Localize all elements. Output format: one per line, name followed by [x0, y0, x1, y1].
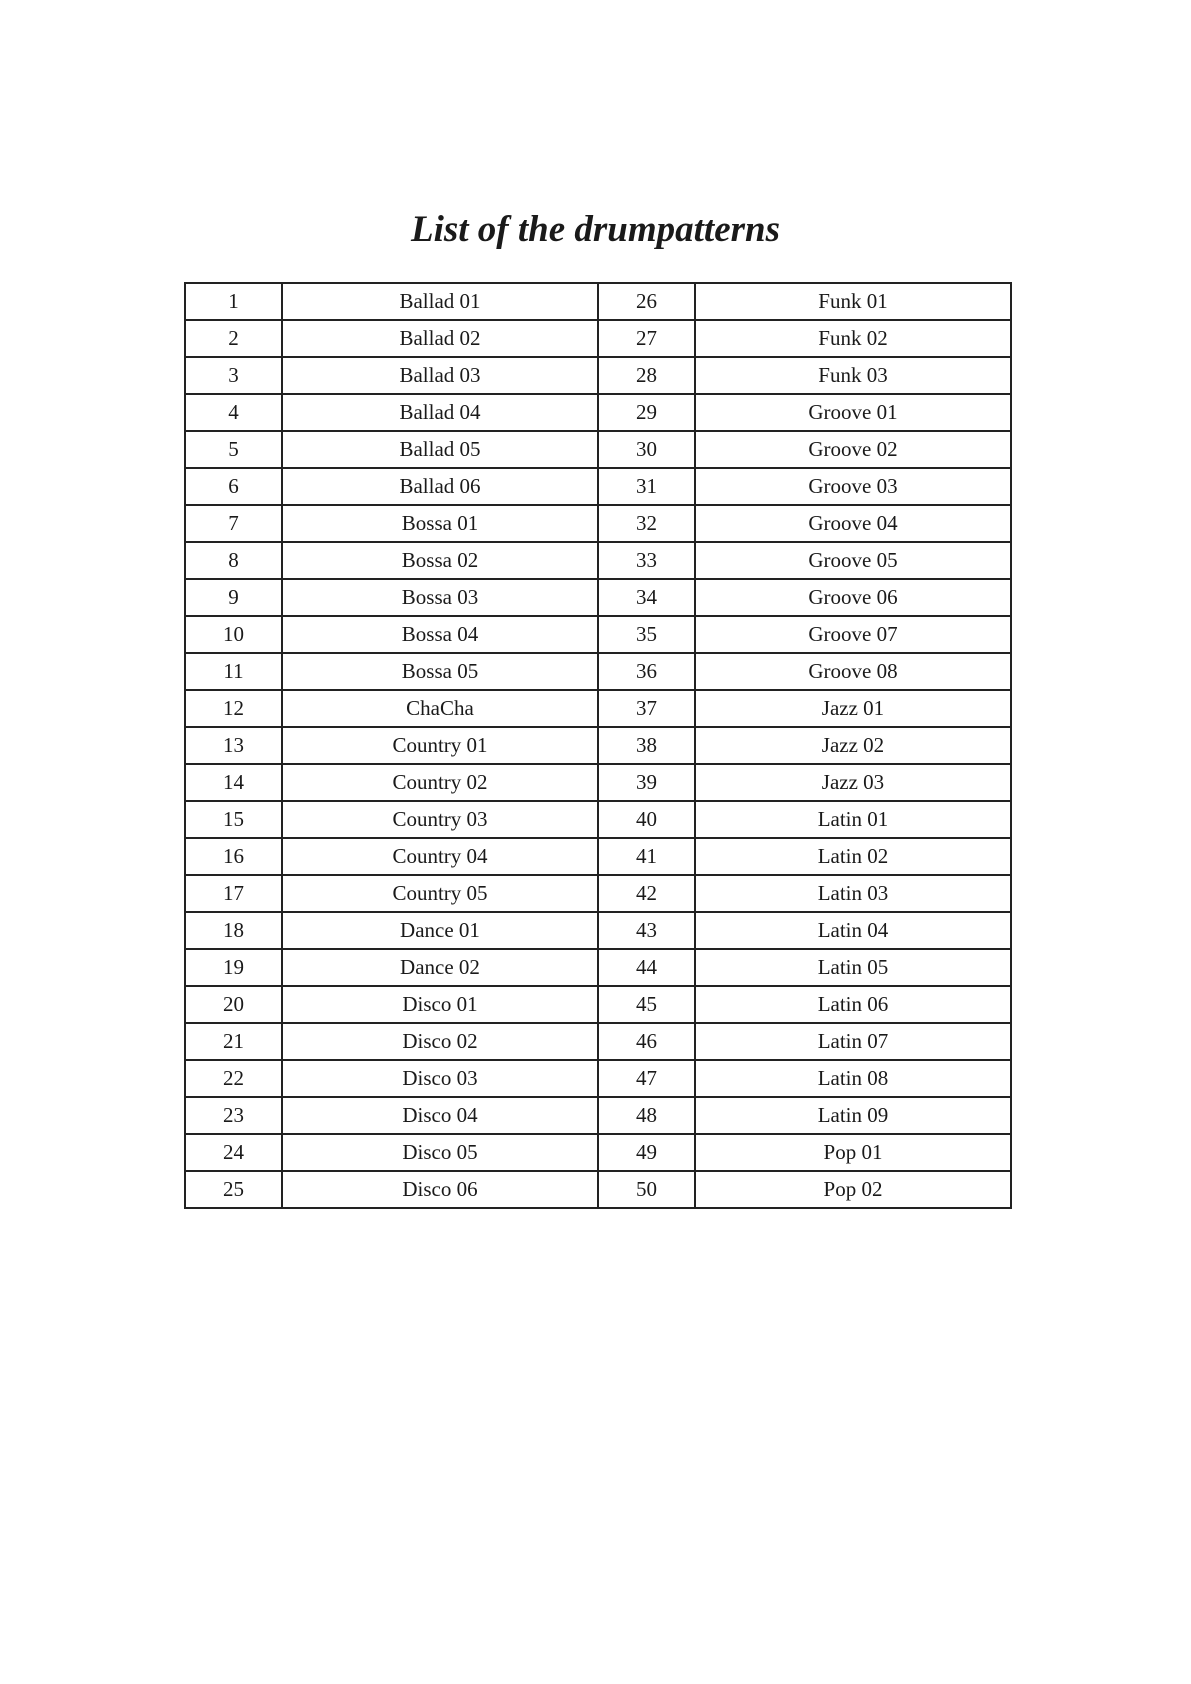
pattern-number-cell: 25	[185, 1171, 282, 1208]
pattern-number-cell: 33	[598, 542, 695, 579]
pattern-number-cell: 48	[598, 1097, 695, 1134]
pattern-number-cell: 13	[185, 727, 282, 764]
pattern-number-cell: 10	[185, 616, 282, 653]
table-row	[185, 283, 1011, 320]
pattern-name-cell: Groove 01	[695, 394, 1011, 431]
pattern-number-cell: 46	[598, 1023, 695, 1060]
table-row	[185, 431, 1011, 468]
pattern-name-cell: Ballad 04	[282, 394, 598, 431]
drumpattern-table-body	[185, 283, 1011, 1208]
pattern-number-cell: 9	[185, 579, 282, 616]
pattern-number-cell: 26	[598, 283, 695, 320]
pattern-number-cell: 16	[185, 838, 282, 875]
table-row	[185, 1023, 1011, 1060]
pattern-number-cell: 37	[598, 690, 695, 727]
pattern-name-cell: Country 02	[282, 764, 598, 801]
pattern-number-cell: 19	[185, 949, 282, 986]
table-row	[185, 875, 1011, 912]
pattern-number-cell: 44	[598, 949, 695, 986]
pattern-name-cell: Groove 05	[695, 542, 1011, 579]
table-row	[185, 505, 1011, 542]
table-row	[185, 727, 1011, 764]
pattern-number-cell: 36	[598, 653, 695, 690]
table-row	[185, 801, 1011, 838]
table-row	[185, 1171, 1011, 1208]
pattern-number-cell: 27	[598, 320, 695, 357]
pattern-name-cell: Ballad 02	[282, 320, 598, 357]
table-row	[185, 394, 1011, 431]
pattern-number-cell: 6	[185, 468, 282, 505]
pattern-number-cell: 47	[598, 1060, 695, 1097]
table-row	[185, 1060, 1011, 1097]
pattern-number-cell: 28	[598, 357, 695, 394]
pattern-number-cell: 40	[598, 801, 695, 838]
pattern-number-cell: 41	[598, 838, 695, 875]
pattern-name-cell: Ballad 03	[282, 357, 598, 394]
pattern-number-cell: 32	[598, 505, 695, 542]
pattern-number-cell: 3	[185, 357, 282, 394]
pattern-name-cell: Bossa 03	[282, 579, 598, 616]
pattern-name-cell: Pop 01	[695, 1134, 1011, 1171]
pattern-name-cell: Latin 01	[695, 801, 1011, 838]
pattern-number-cell: 39	[598, 764, 695, 801]
pattern-number-cell: 35	[598, 616, 695, 653]
table-row	[185, 320, 1011, 357]
pattern-number-cell: 14	[185, 764, 282, 801]
pattern-name-cell: Jazz 02	[695, 727, 1011, 764]
pattern-name-cell: Latin 09	[695, 1097, 1011, 1134]
pattern-name-cell: Latin 02	[695, 838, 1011, 875]
pattern-name-cell: Ballad 01	[282, 283, 598, 320]
table-row	[185, 357, 1011, 394]
pattern-name-cell: Jazz 01	[695, 690, 1011, 727]
pattern-name-cell: Latin 08	[695, 1060, 1011, 1097]
pattern-number-cell: 38	[598, 727, 695, 764]
table-row	[185, 616, 1011, 653]
pattern-number-cell: 11	[185, 653, 282, 690]
pattern-name-cell: Groove 07	[695, 616, 1011, 653]
pattern-number-cell: 21	[185, 1023, 282, 1060]
table-row	[185, 838, 1011, 875]
pattern-name-cell: ChaCha	[282, 690, 598, 727]
pattern-name-cell: Country 01	[282, 727, 598, 764]
pattern-number-cell: 22	[185, 1060, 282, 1097]
pattern-number-cell: 42	[598, 875, 695, 912]
pattern-name-cell: Dance 01	[282, 912, 598, 949]
pattern-number-cell: 49	[598, 1134, 695, 1171]
pattern-number-cell: 5	[185, 431, 282, 468]
drumpattern-table	[184, 282, 1012, 1209]
pattern-name-cell: Groove 03	[695, 468, 1011, 505]
pattern-number-cell: 7	[185, 505, 282, 542]
table-row	[185, 912, 1011, 949]
pattern-name-cell: Disco 01	[282, 986, 598, 1023]
pattern-name-cell: Ballad 06	[282, 468, 598, 505]
pattern-name-cell: Bossa 01	[282, 505, 598, 542]
pattern-number-cell: 15	[185, 801, 282, 838]
pattern-number-cell: 50	[598, 1171, 695, 1208]
table-row	[185, 468, 1011, 505]
pattern-name-cell: Pop 02	[695, 1171, 1011, 1208]
pattern-name-cell: Ballad 05	[282, 431, 598, 468]
pattern-name-cell: Groove 04	[695, 505, 1011, 542]
pattern-number-cell: 29	[598, 394, 695, 431]
pattern-number-cell: 4	[185, 394, 282, 431]
pattern-number-cell: 17	[185, 875, 282, 912]
pattern-name-cell: Dance 02	[282, 949, 598, 986]
pattern-name-cell: Latin 04	[695, 912, 1011, 949]
pattern-number-cell: 24	[185, 1134, 282, 1171]
pattern-name-cell: Disco 05	[282, 1134, 598, 1171]
pattern-number-cell: 45	[598, 986, 695, 1023]
pattern-name-cell: Funk 01	[695, 283, 1011, 320]
table-row	[185, 653, 1011, 690]
pattern-name-cell: Funk 03	[695, 357, 1011, 394]
pattern-name-cell: Disco 04	[282, 1097, 598, 1134]
pattern-name-cell: Groove 06	[695, 579, 1011, 616]
table-row	[185, 1134, 1011, 1171]
pattern-name-cell: Groove 02	[695, 431, 1011, 468]
pattern-number-cell: 23	[185, 1097, 282, 1134]
pattern-number-cell: 43	[598, 912, 695, 949]
pattern-name-cell: Country 04	[282, 838, 598, 875]
pattern-name-cell: Latin 05	[695, 949, 1011, 986]
pattern-name-cell: Latin 06	[695, 986, 1011, 1023]
pattern-number-cell: 20	[185, 986, 282, 1023]
pattern-number-cell: 31	[598, 468, 695, 505]
pattern-name-cell: Disco 03	[282, 1060, 598, 1097]
pattern-number-cell: 1	[185, 283, 282, 320]
pattern-name-cell: Funk 02	[695, 320, 1011, 357]
table-row	[185, 949, 1011, 986]
pattern-number-cell: 30	[598, 431, 695, 468]
pattern-name-cell: Disco 06	[282, 1171, 598, 1208]
pattern-number-cell: 34	[598, 579, 695, 616]
pattern-name-cell: Bossa 05	[282, 653, 598, 690]
table-row	[185, 690, 1011, 727]
pattern-name-cell: Country 03	[282, 801, 598, 838]
pattern-number-cell: 2	[185, 320, 282, 357]
table-row	[185, 764, 1011, 801]
pattern-number-cell: 8	[185, 542, 282, 579]
pattern-name-cell: Jazz 03	[695, 764, 1011, 801]
table-row	[185, 986, 1011, 1023]
pattern-number-cell: 12	[185, 690, 282, 727]
pattern-name-cell: Bossa 04	[282, 616, 598, 653]
pattern-name-cell: Bossa 02	[282, 542, 598, 579]
pattern-name-cell: Latin 07	[695, 1023, 1011, 1060]
pattern-number-cell: 18	[185, 912, 282, 949]
pattern-name-cell: Country 05	[282, 875, 598, 912]
pattern-name-cell: Latin 03	[695, 875, 1011, 912]
table-row	[185, 542, 1011, 579]
pattern-name-cell: Disco 02	[282, 1023, 598, 1060]
page-title: List of the drumpatterns	[410, 209, 781, 250]
table-row	[185, 1097, 1011, 1134]
table-row	[185, 579, 1011, 616]
pattern-name-cell: Groove 08	[695, 653, 1011, 690]
